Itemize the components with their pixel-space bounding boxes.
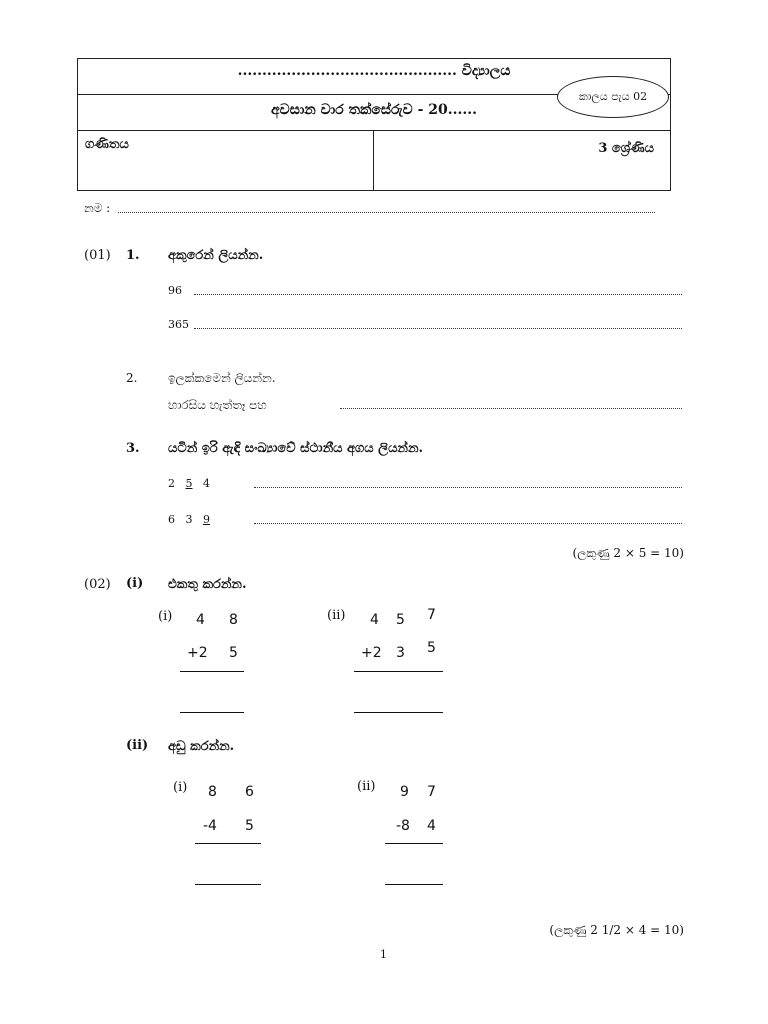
digit: 6 (168, 513, 175, 526)
digit: +2 (361, 645, 382, 661)
digit: 9 (400, 784, 409, 800)
answer-rule[interactable] (195, 884, 261, 885)
digit: 3 (185, 513, 193, 526)
q2-add-label: (i) (126, 576, 144, 591)
time-label: කාලය පැය 02 (578, 90, 648, 103)
answer-line[interactable] (194, 328, 682, 329)
page-number: 1 (380, 948, 387, 961)
header-divider (373, 131, 374, 191)
answer-line[interactable] (340, 408, 682, 409)
answer-rule[interactable] (354, 712, 443, 713)
answer-rule[interactable] (385, 884, 443, 885)
q2-sub-label: (ii) (126, 738, 149, 753)
q2-number: (02) (84, 577, 111, 592)
q1-item-365: 365 (168, 318, 189, 331)
grade: 3 ශ්‍රේණිය (598, 141, 654, 156)
digit: 4 (370, 612, 379, 628)
digit: 8 (208, 784, 217, 800)
digit: 4 (196, 612, 205, 628)
digit: 7 (427, 784, 436, 800)
digit: -8 (396, 818, 410, 834)
digit: 5 (245, 818, 254, 834)
digit: 3 (396, 645, 405, 661)
digit: 5 (427, 640, 436, 656)
digit: 6 (245, 784, 254, 800)
school-name: ............................................. විද්‍යාලය (237, 63, 511, 79)
q1-number: (01) (84, 248, 111, 263)
digit: 4 (427, 818, 436, 834)
q1-part2-item: හාරසිය හැත්තෑ පහ (168, 398, 267, 412)
q2-add-instruction: එකතු කරන්න. (168, 577, 247, 592)
sum-rule (354, 671, 443, 672)
q1-item-96: 96 (168, 284, 182, 297)
q1-part2-instruction: ඉලක්කමෙන් ලියන්න. (168, 371, 276, 385)
q1-part3-item (168, 513, 210, 526)
q1-part1-instruction: අකුරෙන් ලියන්න. (168, 248, 264, 263)
q1-part1-num: 1. (126, 248, 140, 263)
subject: ගණිතය (85, 137, 129, 152)
q1-part3-item (168, 477, 210, 490)
answer-rule[interactable] (180, 712, 244, 713)
difference-rule (385, 843, 443, 844)
digit: +2 (187, 645, 208, 661)
name-label: නම : (84, 201, 111, 215)
digit: 5 (229, 645, 238, 661)
name-field[interactable] (118, 212, 655, 213)
time-oval (557, 76, 669, 118)
difference-rule (195, 843, 261, 844)
digit: 7 (427, 607, 436, 623)
digit: 5 (396, 612, 405, 628)
sub-p2-label: (ii) (357, 779, 376, 794)
digit: 8 (229, 612, 238, 628)
q1-part3-instruction: යටින් ඉරි ඇඳි සංඛ්‍යාවේ ස්ථානීය අගය ලියන්න. (168, 441, 424, 456)
header-divider (78, 130, 670, 131)
digit: 2 (168, 477, 175, 490)
q1-marks: (ලකුණු 2 × 5 = 10) (572, 546, 684, 560)
add-p2-label: (ii) (327, 608, 346, 623)
header-box (77, 58, 671, 191)
underlined-digit: 9 (203, 513, 210, 526)
sub-p1-label: (i) (173, 780, 188, 795)
sum-rule (180, 671, 244, 672)
digit: -4 (203, 818, 217, 834)
q2-marks: (ලකුණු 2 1/2 × 4 = 10) (549, 923, 684, 937)
q1-part3-num: 3. (126, 441, 140, 456)
q2-sub-instruction: අඩු කරන්න. (168, 739, 235, 754)
answer-line[interactable] (254, 487, 682, 488)
q1-part2-num: 2. (126, 371, 138, 385)
answer-line[interactable] (254, 523, 682, 524)
add-p1-label: (i) (158, 609, 173, 624)
answer-line[interactable] (194, 294, 682, 295)
underlined-digit: 5 (185, 477, 193, 490)
exam-title: අවසාන වාර තක්සේරුව - 20...... (271, 102, 477, 118)
digit: 4 (203, 477, 210, 490)
